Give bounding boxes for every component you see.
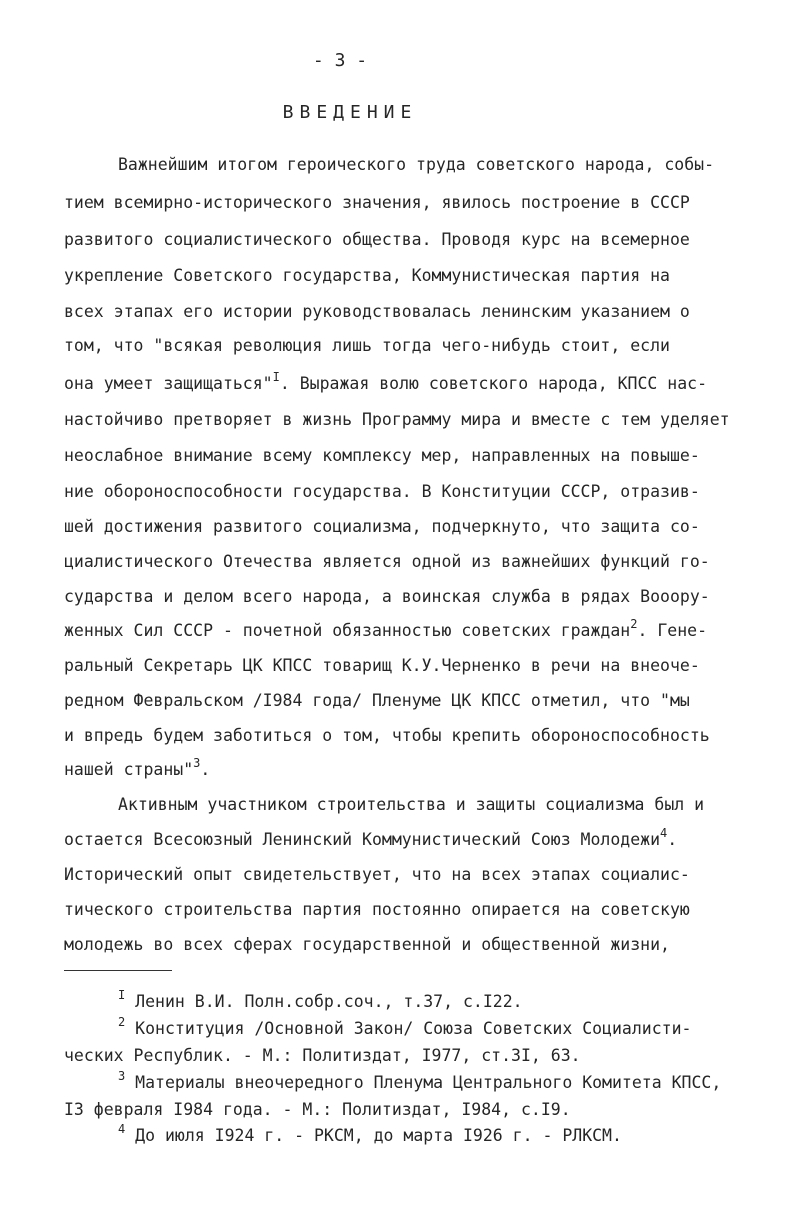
footnote-3 <box>118 1071 721 1095</box>
body-line: ние обороноспособности государства. В Конституции СССР, отразив- <box>64 482 700 501</box>
footnote-2-continuation: ческих Республик. - М.: Политиздат, I977, ст.3I, 63. <box>64 1046 581 1065</box>
footnote-ref: 3 <box>193 756 201 770</box>
body-line: неослабное внимание всему комплексу мер, направленных на повыше- <box>64 446 700 465</box>
body-line: укрепление Советского государства, Коммунистическая партия на <box>64 266 670 285</box>
footnote-2 <box>118 1017 691 1041</box>
body-line-text: женных Сил СССР - почетной обязанностью советских граждан <box>64 621 631 640</box>
footnote-mark: I <box>118 988 126 1002</box>
body-line: всех этапах его истории руководствовалась ленинским указанием о <box>64 302 690 321</box>
body-line-text: . <box>200 760 211 779</box>
body-line-text: . Выражая волю советского народа, КПСС нас- <box>279 374 708 393</box>
body-line: тического строительства партия постоянно опирается на советскую <box>64 900 690 919</box>
body-line <box>64 619 707 643</box>
body-line: Важнейшим итогом героического труда советского народа, собы- <box>118 155 715 174</box>
footnote-mark: 2 <box>118 1015 126 1029</box>
footnote-mark: 3 <box>118 1069 126 1083</box>
section-heading: ВВЕДЕНИЕ <box>282 102 418 123</box>
body-line: тием всемирно-исторического значения, явилось построение в СССР <box>64 193 690 212</box>
body-line: сударства и делом всего народа, а воинская служба в рядах Вооору- <box>64 587 710 606</box>
footnote-text: Ленин В.И. Полн.собр.соч., т.37, с.I22. <box>135 992 523 1011</box>
body-line: редном Февральском /I984 года/ Пленуме ЦК КПСС отметил, что "мы <box>64 691 690 710</box>
footnote-3-continuation: I3 февраля I984 года. - М.: Политиздат, I984, с.I9. <box>64 1100 571 1119</box>
body-line: Исторический опыт свидетельствует, что на всех этапах социалис- <box>64 865 690 884</box>
body-line: шей достижения развитого социализма, подчеркнуто, что защита со- <box>64 517 700 536</box>
body-line: Активным участником строительства и защиты социализма был и <box>118 795 705 814</box>
body-line <box>64 758 210 782</box>
body-line-text: она умеет защищаться" <box>64 374 273 393</box>
footnote-text: Материалы внеочередного Пленума Центрального Комитета КПСС, <box>135 1073 722 1092</box>
footnote-mark: 4 <box>118 1122 126 1136</box>
footnote-1 <box>118 990 523 1014</box>
body-line: настойчиво претворяет в жизнь Программу мира и вместе с тем уделяет <box>64 410 730 429</box>
body-line: молодежь во всех сферах государственной и общественной жизни, <box>64 935 670 954</box>
footnote-4 <box>118 1124 622 1148</box>
footnote-text: Конституция /Основной Закон/ Союза Советских Социалисти- <box>135 1019 692 1038</box>
body-line: развитого социалистического общества. Проводя курс на всемерное <box>64 230 690 249</box>
body-line <box>64 372 707 396</box>
footnote-ref: I <box>272 370 280 384</box>
body-line: циалистического Отечества является одной из важнейших функций го- <box>64 552 710 571</box>
footnote-separator <box>64 970 172 971</box>
body-line-text: . <box>667 830 678 849</box>
body-line <box>64 828 677 852</box>
body-line: и впредь будем заботиться о том, чтобы крепить обороноспособность <box>64 726 710 745</box>
body-line: том, что "всякая революция лишь тогда чего-нибудь стоит, если <box>64 336 670 355</box>
body-line-text: нашей страны" <box>64 760 194 779</box>
page-number: - 3 - <box>312 50 368 71</box>
footnote-ref: 2 <box>630 617 638 631</box>
footnote-text: До июля I924 г. - РКСМ, до марта I926 г. - РЛКСМ. <box>135 1126 622 1145</box>
body-line-text: остается Всесоюзный Ленинский Коммунистический Союз Молодежи <box>64 830 661 849</box>
footnote-ref: 4 <box>660 826 668 840</box>
body-line: ральный Секретарь ЦК КПСС товарищ К.У.Черненко в речи на внеоче- <box>64 656 700 675</box>
body-line-text: . Гене- <box>637 621 708 640</box>
